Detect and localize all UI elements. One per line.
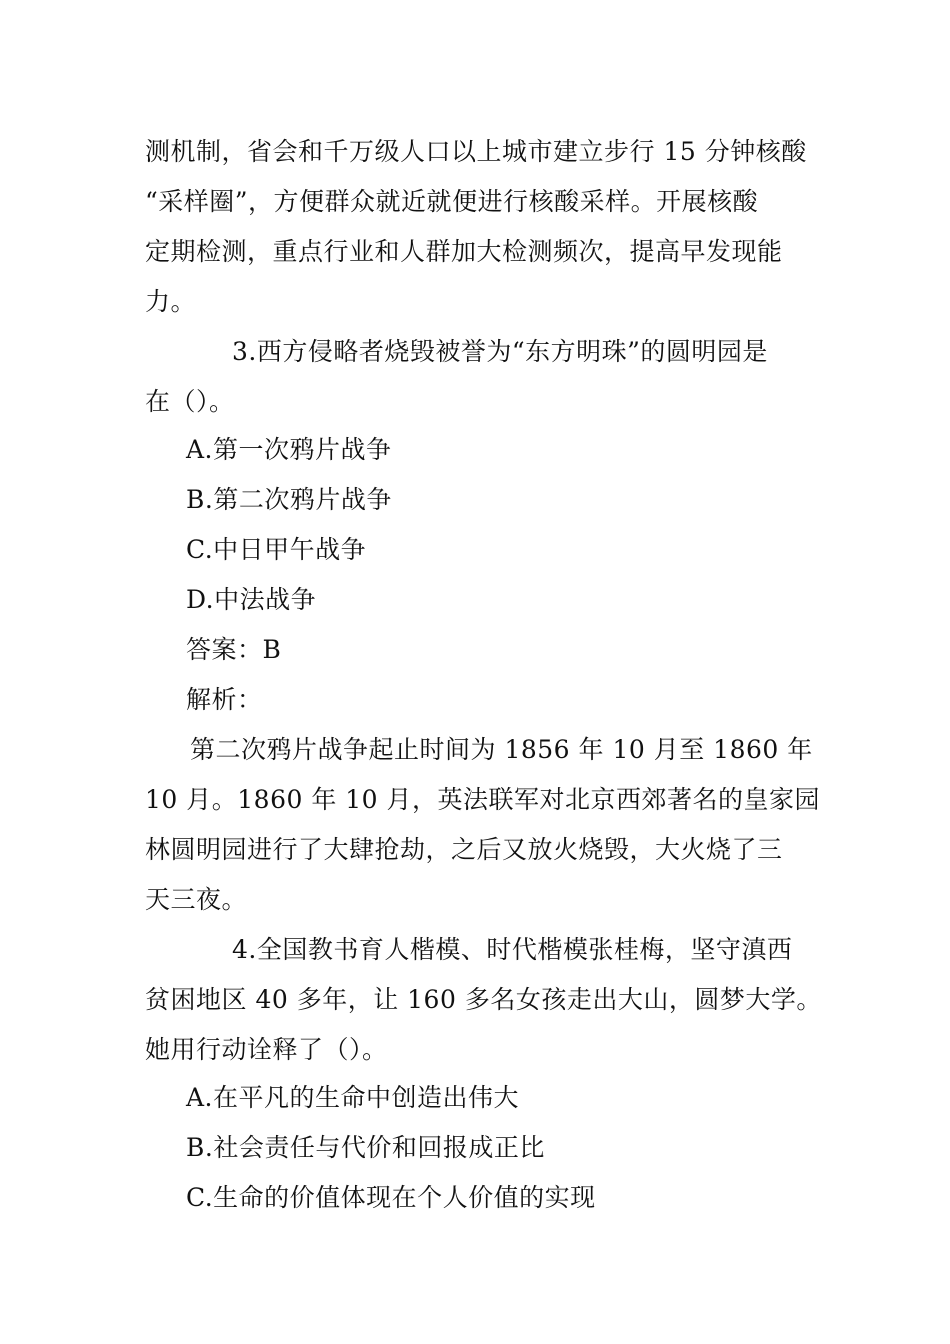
intro-line-4: 力。 [145,287,197,316]
question-3-option-a: A.第一次鸦片战争 [186,435,392,464]
question-3-option-d: D.中法战争 [186,585,317,614]
question-3-analysis-line-4: 天三夜。 [145,885,248,914]
question-4-option-c: C.生命的价值体现在个人价值的实现 [186,1183,596,1212]
question-3-analysis-line-1: 第二次鸦片战争起止时间为 1856 年 10 月至 1860 年 [190,735,813,764]
question-3-analysis-label: 解析： [186,685,263,714]
intro-line-2: “采样圈”，方便群众就近就便进行核酸采样。开展核酸 [145,187,759,216]
question-4-stem-line-1: 4.全国教书育人楷模、时代楷模张桂梅，坚守滇西 [232,935,793,964]
question-4-option-a: A.在平凡的生命中创造出伟大 [186,1083,520,1112]
question-4-option-b: B.社会责任与代价和回报成正比 [186,1133,545,1162]
question-3-analysis-line-3: 林圆明园进行了大肆抢劫，之后又放火烧毁，大火烧了三 [145,835,783,864]
question-4-stem-line-2: 贫困地区 40 多年，让 160 多名女孩走出大山，圆梦大学。 [145,985,822,1014]
question-3-answer: 答案：B [186,635,282,664]
question-3-stem-line-1: 3.西方侵略者烧毁被誉为“东方明珠”的圆明园是 [232,337,768,366]
intro-line-3: 定期检测，重点行业和人群加大检测频次，提高早发现能 [145,237,783,266]
question-3-stem-line-2: 在（）。 [145,387,235,416]
question-3-option-b: B.第二次鸦片战争 [186,485,392,514]
question-4-stem-line-3: 她用行动诠释了（）。 [145,1035,388,1064]
question-3-analysis-line-2: 10 月。1860 年 10 月，英法联军对北京西郊著名的皇家园 [145,785,821,814]
intro-line-1: 测机制，省会和千万级人口以上城市建立步行 15 分钟核酸 [145,137,807,166]
question-3-option-c: C.中日甲午战争 [186,535,367,564]
